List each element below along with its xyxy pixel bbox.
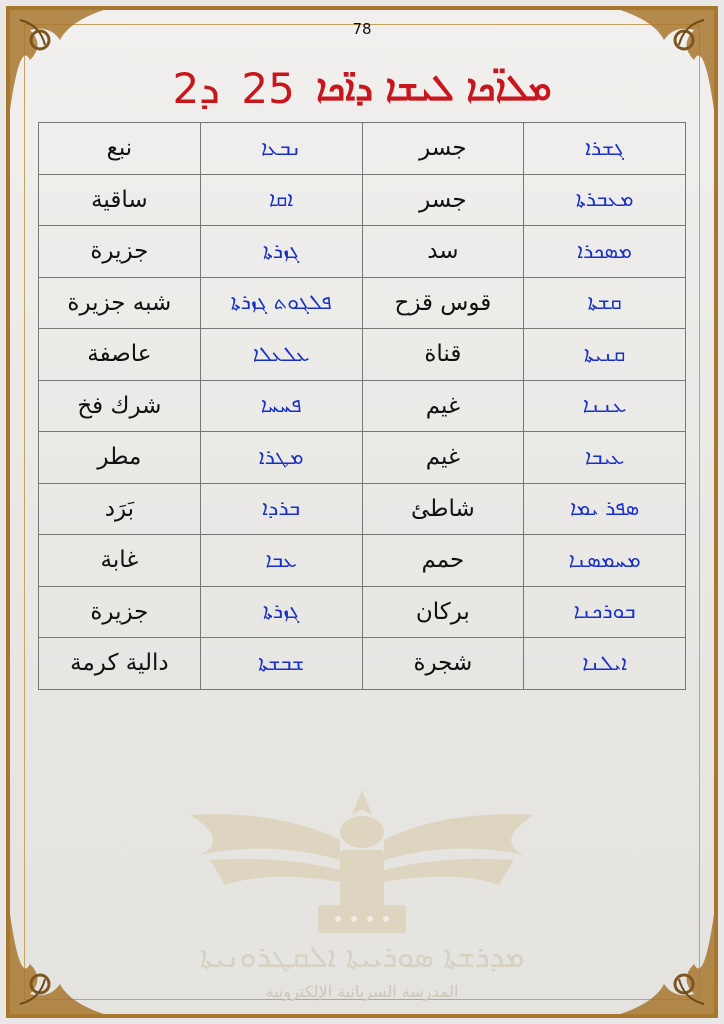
syriac-word: ܫܒܫܬܐ (200, 638, 362, 690)
syriac-word: ܣܦܪ ܝܡܐ (524, 483, 686, 535)
syriac-word: ܐܩܐ (200, 174, 362, 226)
table-row (39, 380, 686, 432)
school-name-syriac: ܡܕܪܫܬܐ ܣܘܪܝܝܬܐ ܐܠܩܛܪܘܢܝܬܐ (199, 940, 525, 975)
table-row (39, 226, 686, 278)
arabic-meaning: جسر (362, 123, 524, 175)
arabic-meaning: جسر (362, 174, 524, 226)
arabic-meaning: بركان (362, 586, 524, 638)
syriac-word: ܓܙܪܬܐ (200, 226, 362, 278)
title-prefix: 2ܕ (172, 63, 220, 113)
arabic-meaning: غابة (39, 535, 201, 587)
syriac-word: ܓܙܪܬܐ (200, 586, 362, 638)
arabic-meaning: سد (362, 226, 524, 278)
page-number: 78 (352, 20, 372, 38)
vocabulary-table (38, 122, 686, 690)
table-row (39, 277, 686, 329)
syriac-word: ܦܚܚܐ (200, 380, 362, 432)
lesson-title (0, 58, 724, 117)
arabic-meaning: غيم (362, 380, 524, 432)
table-row (39, 586, 686, 638)
syriac-word: ܢܒܥܐ (200, 123, 362, 175)
arabic-meaning: ساقية (39, 174, 201, 226)
syriac-word: ܥܢܢܐ (524, 380, 686, 432)
table-row (39, 638, 686, 690)
arabic-meaning: جزيرة (39, 226, 201, 278)
arabic-meaning: جزيرة (39, 586, 201, 638)
arabic-meaning: دالية كرمة (39, 638, 201, 690)
title-number: 25 (241, 63, 295, 113)
arabic-meaning: قناة (362, 329, 524, 381)
title-syriac: ܡܠܐ̈ܟܐ ܠܝܫܐ ܕܐ̈ܟܐ (316, 67, 552, 109)
table-row (39, 329, 686, 381)
syriac-word: ܥܠܥܠܐ (200, 329, 362, 381)
table-row (39, 483, 686, 535)
table-row (39, 123, 686, 175)
syriac-word: ܦܠܓܘܬ ܓܙܪܬܐ (200, 277, 362, 329)
syriac-word: ܐܝܠܢܐ (524, 638, 686, 690)
arabic-meaning: حمم (362, 535, 524, 587)
arabic-meaning: بَرَد (39, 483, 201, 535)
table-row (39, 432, 686, 484)
arabic-meaning: شرك فخ (39, 380, 201, 432)
table-row (39, 535, 686, 587)
arabic-meaning: عاصفة (39, 329, 201, 381)
arabic-meaning: شجرة (362, 638, 524, 690)
arabic-meaning: شاطئ (362, 483, 524, 535)
school-name-arabic: المدرسة السريانية الإلكترونية (265, 982, 459, 1001)
arabic-meaning: مطر (39, 432, 201, 484)
syriac-word: ܥܒܐ (200, 535, 362, 587)
syriac-word: ܩܢܝܬܐ (524, 329, 686, 381)
arabic-meaning: غيم (362, 432, 524, 484)
syriac-word: ܡܛܪܐ (200, 432, 362, 484)
syriac-word: ܡܣܟܪܐ (524, 226, 686, 278)
syriac-word: ܥܝܒܐ (524, 432, 686, 484)
syriac-word: ܩܫܬܐ (524, 277, 686, 329)
syriac-word: ܓܫܪܐ (524, 123, 686, 175)
syriac-word: ܡܚܡܣܢܐ (524, 535, 686, 587)
syriac-word: ܒܘܪܟܢܐ (524, 586, 686, 638)
arabic-meaning: شبه جزيرة (39, 277, 201, 329)
syriac-word: ܡܥܒܪܬܐ (524, 174, 686, 226)
arabic-meaning: قوس قزح (362, 277, 524, 329)
syriac-word: ܒܪܕܐ (200, 483, 362, 535)
arabic-meaning: نبع (39, 123, 201, 175)
table-row (39, 174, 686, 226)
